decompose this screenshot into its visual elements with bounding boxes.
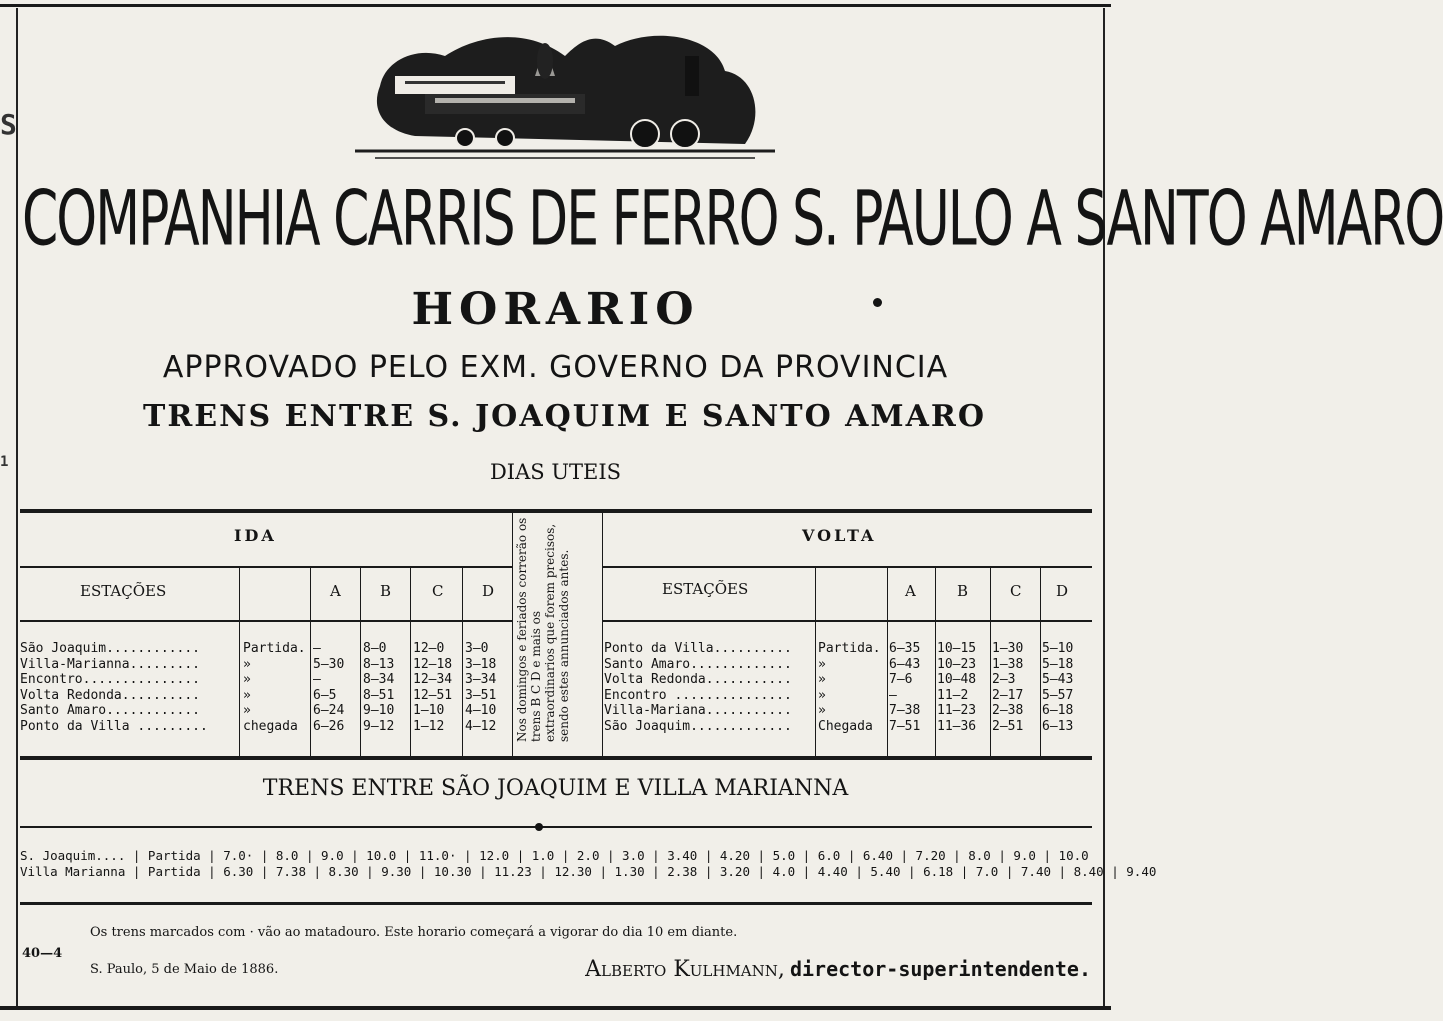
schedule2-bottom-rule <box>20 902 1092 905</box>
volta-vrule <box>815 568 816 756</box>
ida-row-c: 12—51 <box>413 687 453 703</box>
ida-row-a: — <box>313 672 321 688</box>
ida-row-c: 1—10 <box>413 703 445 719</box>
rule-ornament <box>535 823 543 831</box>
holiday-note: Nos domingos e feriados correrão os trens B C D e mais os extraordinarios que forem precisos, sendo estes annunciados antes. <box>515 517 571 742</box>
ida-row-kind: Partida. <box>243 641 306 656</box>
steam-train-illustration <box>355 16 775 166</box>
ida-row-station: São Joaquim............ <box>20 641 201 656</box>
volta-row-d: 6—13 <box>1042 719 1074 734</box>
volta-row-station: São Joaquim............. <box>604 719 792 734</box>
route-subtitle: TRENS ENTRE S. JOAQUIM E SANTO AMARO <box>143 399 986 434</box>
ida-row-b: 8—13 <box>363 656 395 672</box>
weekdays-label: DIAS UTEIS <box>489 460 622 484</box>
ida-row-b: 9—12 <box>363 719 395 734</box>
ida-row-b: 8—34 <box>363 672 395 688</box>
clipped-left-number: 1 <box>0 454 9 470</box>
ida-vrule <box>310 568 311 756</box>
ida-col-a: A <box>330 582 341 600</box>
ida-row-a: 5—30 <box>313 656 345 672</box>
ida-row-c: 12—18 <box>413 656 453 672</box>
volta-row-kind: Partida. <box>818 641 881 656</box>
volta-row-a: 7—6 <box>889 672 913 688</box>
ida-row-d: 3—34 <box>465 672 497 688</box>
ida-row-station: Villa-Marianna......... <box>20 656 201 672</box>
volta-row-c: 1—30 <box>992 641 1024 656</box>
bottom-rule <box>0 1006 1111 1010</box>
ida-row-b: 9—10 <box>363 703 395 719</box>
volta-row-b: 11—2 <box>937 687 969 703</box>
volta-vrule <box>887 568 888 756</box>
ida-row-kind: » <box>243 687 251 703</box>
volta-row-station: Volta Redonda........... <box>604 672 792 688</box>
volta-row-station: Villa-Mariana........... <box>604 703 792 719</box>
ida-row-b: 8—51 <box>363 687 395 703</box>
signature-role: director-superintendente. <box>789 957 1091 981</box>
volta-row-station: Santo Amaro............. <box>604 656 792 672</box>
volta-row-station: Ponto da Villa.......... <box>604 641 792 656</box>
horario-heading: HORARIO <box>411 284 700 335</box>
volta-row-d: 5—43 <box>1042 672 1074 688</box>
ida-row-a: — <box>313 641 321 656</box>
ida-row-station: Santo Amaro............ <box>20 703 201 719</box>
volta-row-d: 5—57 <box>1042 687 1074 703</box>
ida-vrule <box>360 568 361 756</box>
ida-row-kind: » <box>243 656 251 672</box>
clipped-left-letter: S <box>0 108 17 141</box>
volta-row-d: 5—18 <box>1042 656 1074 672</box>
ida-vrule <box>410 568 411 756</box>
volta-row-b: 10—48 <box>937 672 977 688</box>
ida-row-station: Volta Redonda.......... <box>20 687 201 703</box>
volta-label: VOLTA <box>802 526 877 545</box>
dateline: S. Paulo, 5 de Maio de 1886. <box>90 962 279 977</box>
approval-line: APPROVADO PELO EXM. GOVERNO DA PROVINCIA <box>162 350 949 385</box>
volta-col-b: B <box>957 582 969 600</box>
ida-row-d: 3—18 <box>465 656 497 672</box>
volta-row-b: 11—23 <box>937 703 977 719</box>
volta-col-c: C <box>1010 582 1022 600</box>
volta-row-c: 2—17 <box>992 687 1024 703</box>
ida-col-b: B <box>380 582 392 600</box>
ida-vrule <box>462 568 463 756</box>
note-vrule-left <box>512 513 513 756</box>
schedule2-top-rule <box>20 826 1092 828</box>
ida-row-a: 6—5 <box>313 687 337 703</box>
ida-colhead-rule <box>20 620 512 622</box>
ida-header-rule <box>20 566 512 568</box>
volta-row-kind: » <box>818 672 826 688</box>
table-bottom-rule <box>20 756 1092 760</box>
footnote: Os trens marcados com · vão ao matadouro. Este horario começará a vigorar do dia 10 em diante. <box>90 925 738 940</box>
volta-row-a: 7—51 <box>889 719 921 734</box>
volta-row-b: 11—36 <box>937 719 977 734</box>
ida-stations-header: ESTAÇÕES <box>80 582 167 600</box>
ida-row-a: 6—26 <box>313 719 345 734</box>
volta-row-d: 6—18 <box>1042 703 1074 719</box>
ida-col-c: C <box>432 582 444 600</box>
ida-row-d: 3—0 <box>465 641 489 656</box>
ida-row-c: 1—12 <box>413 719 445 734</box>
second-route-subtitle: TRENS ENTRE SÃO JOAQUIM E VILLA MARIANNA <box>262 776 849 801</box>
volta-col-d: D <box>1056 582 1069 600</box>
ida-col-d: D <box>482 582 495 600</box>
volta-stations-header: ESTAÇÕES <box>662 580 749 598</box>
table-top-rule <box>20 509 1092 513</box>
volta-row-a: 7—38 <box>889 703 921 719</box>
volta-row-d: 5—10 <box>1042 641 1074 656</box>
ida-row-d: 4—10 <box>465 703 497 719</box>
volta-row-kind: » <box>818 687 826 703</box>
ida-row-kind: chegada <box>243 719 298 734</box>
ida-row-b: 8—0 <box>363 641 387 656</box>
top-border <box>0 4 1111 7</box>
volta-row-c: 2—38 <box>992 703 1024 719</box>
volta-row-a: 6—43 <box>889 656 921 672</box>
volta-row-c: 2—3 <box>992 672 1016 688</box>
volta-vrule <box>935 568 936 756</box>
ida-row-c: 12—0 <box>413 641 445 656</box>
volta-row-c: 2—51 <box>992 719 1024 734</box>
company-title: COMPANHIA CARRIS DE FERRO S. PAULO A SANTO AMARO <box>22 176 1443 264</box>
volta-colhead-rule <box>602 620 1092 622</box>
holiday-note-box <box>515 514 600 742</box>
signature-name: Alberto Kulhmann, <box>585 957 785 982</box>
ida-row-d: 4—12 <box>465 719 497 734</box>
ida-row-c: 12—34 <box>413 672 453 688</box>
ida-row-a: 6—24 <box>313 703 345 719</box>
volta-row-kind: » <box>818 656 826 672</box>
ida-row-kind: » <box>243 672 251 688</box>
right-column-rule <box>1103 8 1105 1008</box>
ida-vrule <box>239 568 240 756</box>
note-vrule-right <box>602 513 603 756</box>
left-column-rule <box>16 8 18 1008</box>
ida-label: IDA <box>234 526 277 545</box>
ida-row-kind: » <box>243 703 251 719</box>
schedule-sao-joaquim: S. Joaquim.... | Partida | 7.0· | 8.0 | 9.0 | 10.0 | 11.0· | 12.0 | 1.0 | 2.0 | 3.0 | 3.40 | 4.20 | 5.0 | 6.0 | 6.40 | 7.20 | 8.0 | 9.0 | 10.0 <box>20 848 1089 863</box>
volta-row-kind: Chegada <box>818 719 873 734</box>
volta-vrule <box>1040 568 1041 756</box>
volta-row-b: 10—15 <box>937 641 977 656</box>
ida-row-station: Ponto da Villa ......... <box>20 719 208 734</box>
volta-row-b: 10—23 <box>937 656 977 672</box>
schedule-villa-marianna: Villa Marianna | Partida | 6.30 | 7.38 | 8.30 | 9.30 | 10.30 | 11.23 | 12.30 | 1.30 | 2.38 | 3.20 | 4.0 | 4.40 | 5.40 | 6.18 | 7.0 | 7.40 | 8.40 | 9.40 <box>20 864 1157 879</box>
signature <box>585 957 1091 982</box>
volta-row-kind: » <box>818 703 826 719</box>
volta-row-station: Encontro ............... <box>604 687 792 703</box>
volta-col-a: A <box>905 582 916 600</box>
volta-row-a: — <box>889 687 897 703</box>
volta-row-c: 1—38 <box>992 656 1024 672</box>
volta-vrule <box>990 568 991 756</box>
ornament-dot <box>873 298 882 307</box>
ida-row-d: 3—51 <box>465 687 497 703</box>
ida-row-station: Encontro............... <box>20 672 201 688</box>
volta-header-rule <box>602 566 1092 568</box>
volta-row-a: 6—35 <box>889 641 921 656</box>
margin-code: 40—4 <box>22 946 63 961</box>
